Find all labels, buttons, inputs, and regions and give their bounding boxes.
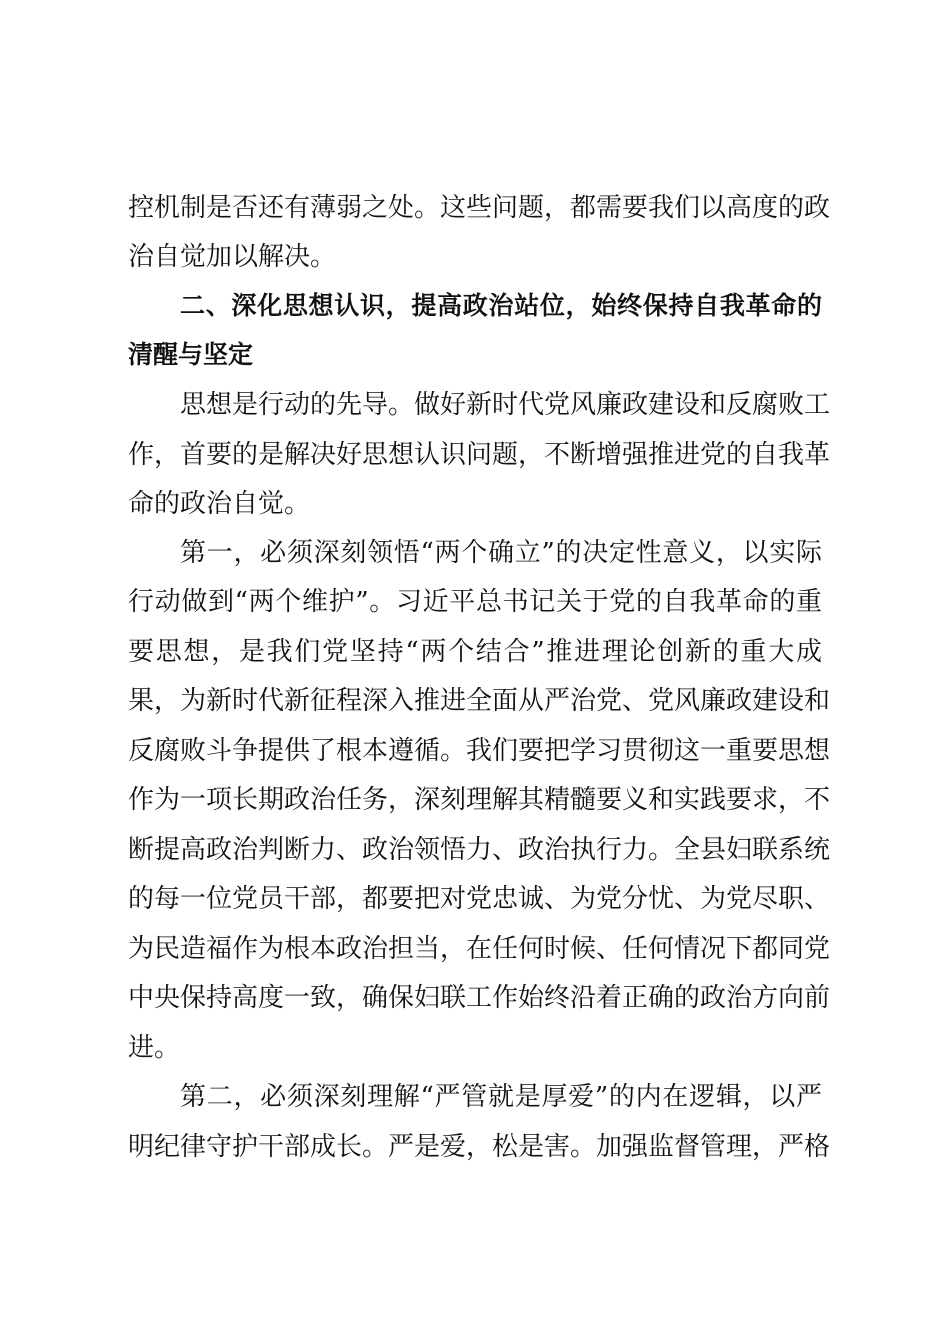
paragraph-line: 明纪律守护干部成长。严是爱，松是害。加强监督管理，严格	[128, 1132, 831, 1162]
paragraph-line: 为民造福作为根本政治担当，在任何时候、任何情况下都同党	[128, 934, 831, 964]
paragraph-line: 行动做到“两个维护”。习近平总书记关于党的自我革命的重	[128, 587, 822, 617]
section-heading-line: 清醒与坚定	[128, 340, 254, 369]
paragraph-line: 命的政治自觉。	[128, 489, 311, 519]
paragraph-line: 第一，必须深刻领悟“两个确立”的决定性意义，以实际	[180, 538, 822, 568]
paragraph-line: 控机制是否还有薄弱之处。这些问题，都需要我们以高度的政	[128, 193, 831, 223]
paragraph-line: 果，为新时代新征程深入推进全面从严治党、党风廉政建设和	[128, 686, 831, 716]
paragraph-line: 作，首要的是解决好思想认识问题，不断增强推进党的自我革	[128, 440, 831, 470]
paragraph-line: 反腐败斗争提供了根本遵循。我们要把学习贯彻这一重要思想	[128, 736, 831, 766]
paragraph-line: 治自觉加以解决。	[128, 242, 337, 272]
paragraph-line: 断提高政治判断力、政治领悟力、政治执行力。全县妇联系统	[128, 835, 831, 865]
paragraph-line: 中央保持高度一致，确保妇联工作始终沿着正确的政治方向前	[128, 983, 831, 1013]
paragraph-line: 要思想，是我们党坚持“两个结合”推进理论创新的重大成	[128, 637, 822, 667]
paragraph-line: 的每一位党员干部，都要把对党忠诚、为党分忧、为党尽职、	[128, 884, 831, 914]
paragraph-line: 第二，必须深刻理解“严管就是厚爱”的内在逻辑，以严	[180, 1082, 822, 1112]
section-heading-line: 二、深化思想认识，提高政治站位，始终保持自我革命的	[180, 291, 822, 320]
paragraph-line: 作为一项长期政治任务，深刻理解其精髓要义和实践要求，不	[128, 785, 831, 815]
paragraph-line: 思想是行动的先导。做好新时代党风廉政建设和反腐败工	[180, 390, 831, 420]
paragraph-line: 进。	[128, 1033, 181, 1063]
